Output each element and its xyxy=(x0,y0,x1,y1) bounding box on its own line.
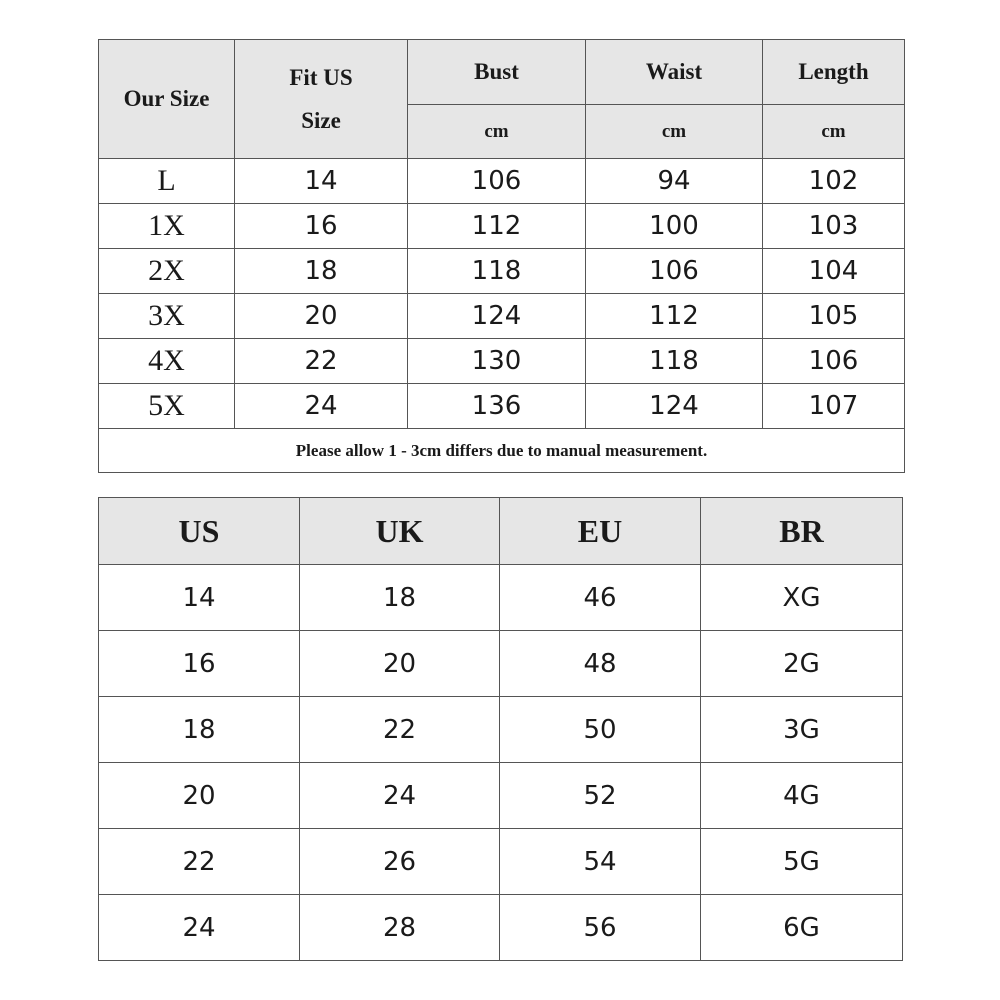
eu-cell: 56 xyxy=(500,895,701,961)
us-cell: 20 xyxy=(99,763,300,829)
table-row xyxy=(99,159,905,204)
table-row xyxy=(99,631,903,697)
fit-us-cell: 22 xyxy=(235,339,408,384)
bust-cell: 136 xyxy=(408,384,586,429)
uk-cell: 18 xyxy=(300,565,500,631)
size-chart-table xyxy=(98,39,905,473)
eu-cell: 48 xyxy=(500,631,701,697)
header-fit-us-line1: Fit US xyxy=(289,65,353,90)
table-row xyxy=(99,697,903,763)
length-cell: 107 xyxy=(763,384,905,429)
uk-cell: 24 xyxy=(300,763,500,829)
header-our-size: Our Size xyxy=(99,40,235,159)
length-cell: 102 xyxy=(763,159,905,204)
header-uk: UK xyxy=(300,498,500,565)
table-row xyxy=(99,384,905,429)
uk-cell: 20 xyxy=(300,631,500,697)
table-row xyxy=(99,829,903,895)
header-br: BR xyxy=(701,498,903,565)
table-row xyxy=(99,294,905,339)
table-row xyxy=(99,895,903,961)
us-cell: 18 xyxy=(99,697,300,763)
br-cell: XG xyxy=(701,565,903,631)
size-conversion-table xyxy=(98,497,903,961)
length-cell: 104 xyxy=(763,249,905,294)
our-size-cell: 2X xyxy=(99,249,235,294)
bust-cell: 130 xyxy=(408,339,586,384)
bust-cell: 118 xyxy=(408,249,586,294)
header-fit-us-line2: Size xyxy=(301,108,341,133)
header-waist: Waist xyxy=(586,40,763,105)
header-eu: EU xyxy=(500,498,701,565)
fit-us-cell: 20 xyxy=(235,294,408,339)
br-cell: 5G xyxy=(701,829,903,895)
us-cell: 22 xyxy=(99,829,300,895)
waist-cell: 118 xyxy=(586,339,763,384)
waist-cell: 94 xyxy=(586,159,763,204)
br-cell: 3G xyxy=(701,697,903,763)
us-cell: 14 xyxy=(99,565,300,631)
header-waist-unit: cm xyxy=(586,105,763,159)
header-bust-unit: cm xyxy=(408,105,586,159)
waist-cell: 112 xyxy=(586,294,763,339)
eu-cell: 46 xyxy=(500,565,701,631)
uk-cell: 26 xyxy=(300,829,500,895)
br-cell: 2G xyxy=(701,631,903,697)
waist-cell: 100 xyxy=(586,204,763,249)
us-cell: 16 xyxy=(99,631,300,697)
fit-us-cell: 24 xyxy=(235,384,408,429)
our-size-cell: L xyxy=(99,159,235,204)
header-length: Length xyxy=(763,40,905,105)
table-row xyxy=(99,763,903,829)
header-row xyxy=(99,498,903,565)
header-us: US xyxy=(99,498,300,565)
eu-cell: 54 xyxy=(500,829,701,895)
our-size-cell: 4X xyxy=(99,339,235,384)
length-cell: 106 xyxy=(763,339,905,384)
bust-cell: 124 xyxy=(408,294,586,339)
table-row xyxy=(99,204,905,249)
bust-cell: 106 xyxy=(408,159,586,204)
table-row xyxy=(99,339,905,384)
header-fit-us-size xyxy=(235,40,408,159)
length-cell: 103 xyxy=(763,204,905,249)
table-row xyxy=(99,565,903,631)
length-cell: 105 xyxy=(763,294,905,339)
our-size-cell: 5X xyxy=(99,384,235,429)
waist-cell: 124 xyxy=(586,384,763,429)
eu-cell: 52 xyxy=(500,763,701,829)
br-cell: 6G xyxy=(701,895,903,961)
uk-cell: 22 xyxy=(300,697,500,763)
br-cell: 4G xyxy=(701,763,903,829)
fit-us-cell: 14 xyxy=(235,159,408,204)
bust-cell: 112 xyxy=(408,204,586,249)
us-cell: 24 xyxy=(99,895,300,961)
table-row xyxy=(99,249,905,294)
fit-us-cell: 18 xyxy=(235,249,408,294)
header-bust: Bust xyxy=(408,40,586,105)
our-size-cell: 3X xyxy=(99,294,235,339)
uk-cell: 28 xyxy=(300,895,500,961)
waist-cell: 106 xyxy=(586,249,763,294)
measurement-note: Please allow 1 - 3cm differs due to manual measurement. xyxy=(99,429,905,473)
our-size-cell: 1X xyxy=(99,204,235,249)
header-length-unit: cm xyxy=(763,105,905,159)
eu-cell: 50 xyxy=(500,697,701,763)
fit-us-cell: 16 xyxy=(235,204,408,249)
